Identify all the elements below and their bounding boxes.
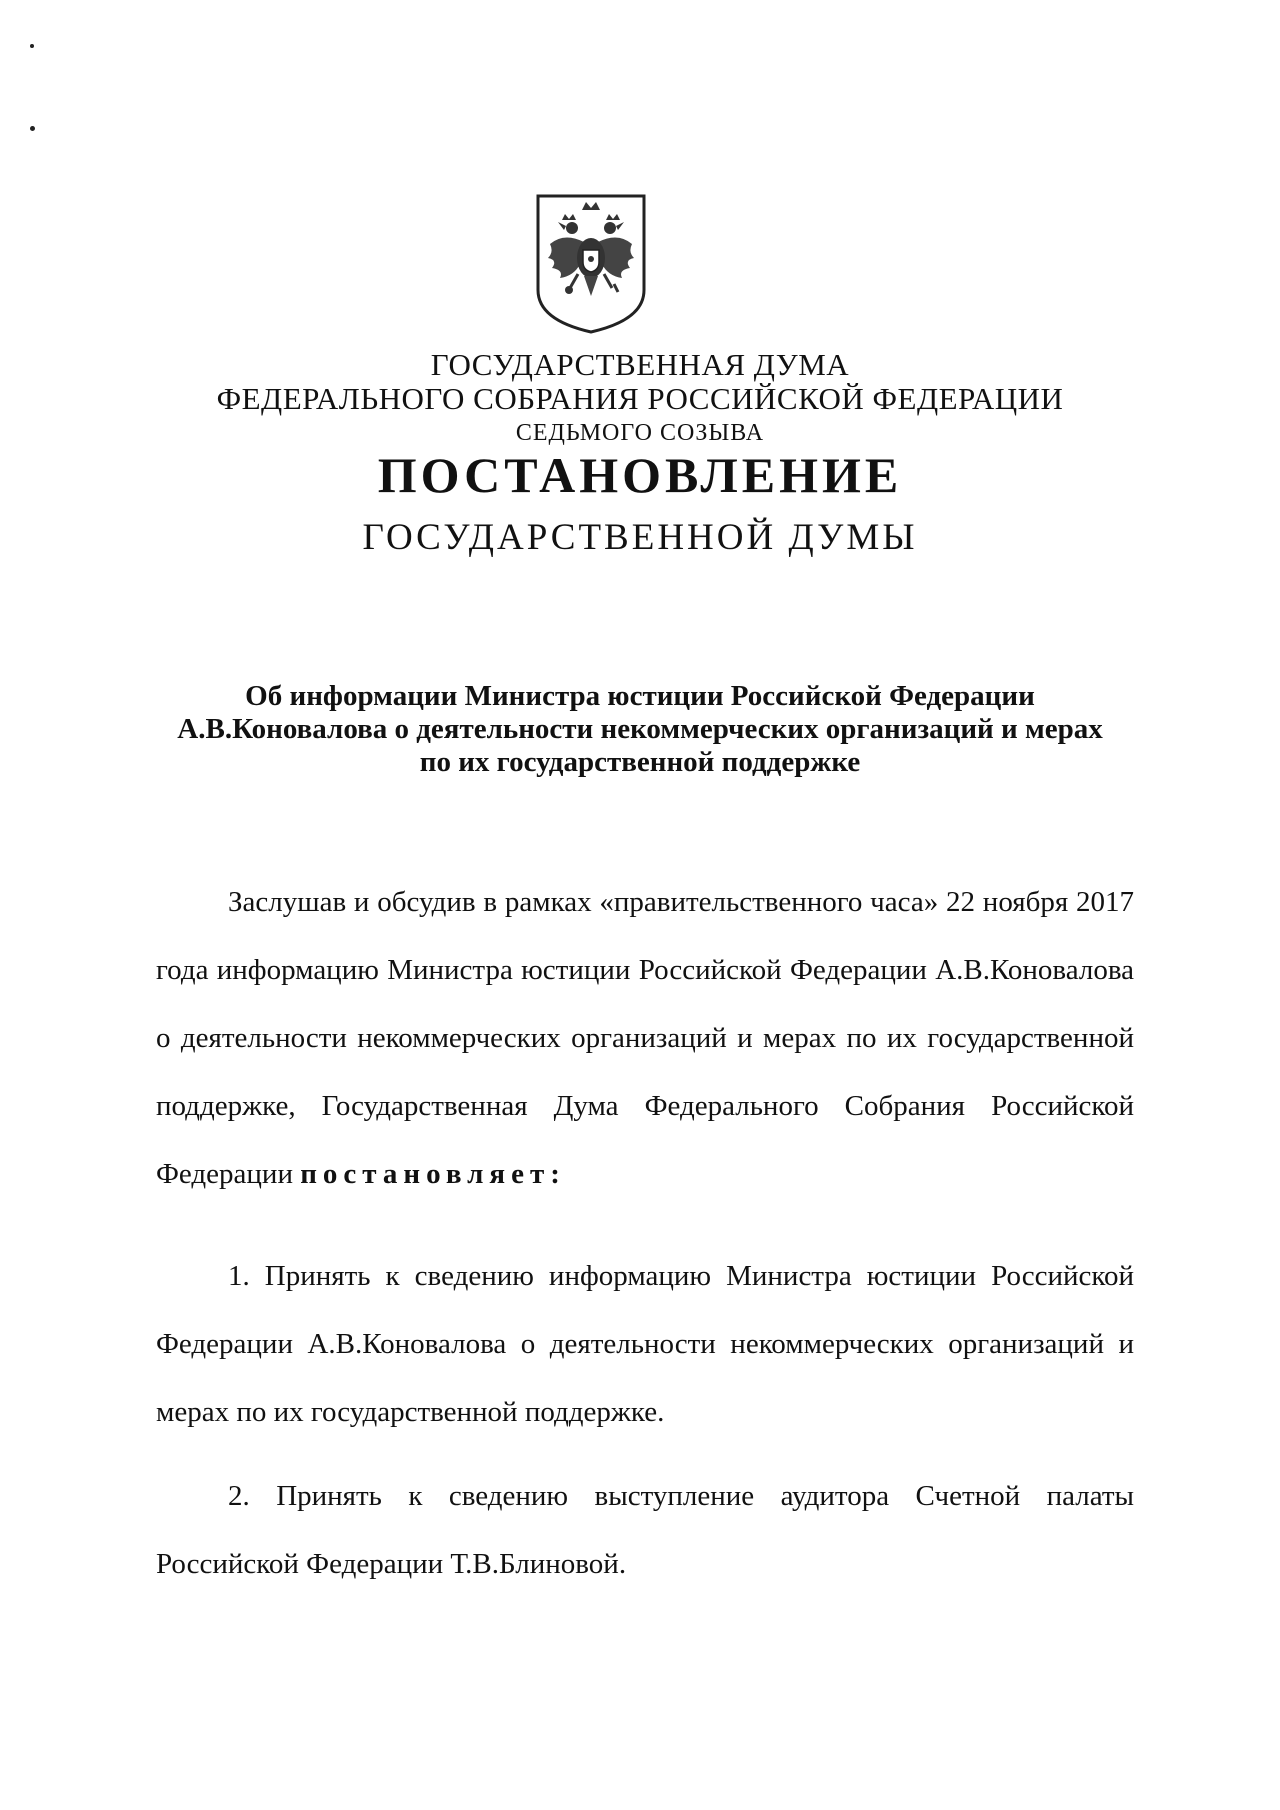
coat-of-arms-emblem xyxy=(534,192,648,336)
resolves-word: постановляет: xyxy=(300,1158,566,1190)
subject-line-3: по их государственной поддержке xyxy=(419,746,861,778)
document-subtitle: ГОСУДАРСТВЕННОЙ ДУМЫ xyxy=(362,517,918,558)
org-name-line-2: ФЕДЕРАЛЬНОГО СОБРАНИЯ РОССИЙСКОЙ ФЕДЕРАЦИИ xyxy=(216,381,1064,416)
resolution-item-1: 1. Принять к сведению информацию Министра юстиции Российской Федерации А.В.Коновалова о деятельности некоммерческих организаций и мерах по их государственной поддержке. xyxy=(156,1260,1134,1428)
document-subject xyxy=(150,680,1130,779)
preamble-paragraph xyxy=(156,868,1134,1208)
subject-line-2: А.В.Коновалова о деятельности некоммерческих организаций и мерах xyxy=(177,713,1103,745)
subject-line-1: Об информации Министра юстиции Российской Федерации xyxy=(245,680,1035,712)
resolution-items xyxy=(156,1242,1134,1446)
resolution-items-2 xyxy=(156,1462,1134,1598)
scan-speck xyxy=(30,44,34,48)
document-title: ПОСТАНОВЛЕНИЕ xyxy=(377,447,903,503)
convocation-line: СЕДЬМОГО СОЗЫВА xyxy=(515,420,765,446)
resolution-body xyxy=(156,868,1134,1208)
preamble-text: Заслушав и обсудив в рамках «правительственного часа» 22 ноября 2017 года информацию Министра юстиции Российской Федерации А.В.Коновалова о деятельности некоммерческих организаций и мерах по их государственной поддержке, Государственная Дума Федерального Собрания Российской Федерации xyxy=(156,886,1134,1190)
double-headed-eagle-coat-of-arms-icon xyxy=(534,192,648,336)
scan-speck xyxy=(30,126,35,131)
org-name-line-1: ГОСУДАРСТВЕННАЯ ДУМА xyxy=(430,347,850,382)
resolution-item-2: 2. Принять к сведению выступление аудитора Счетной палаты Российской Федерации Т.В.Блиновой. xyxy=(156,1480,1134,1580)
